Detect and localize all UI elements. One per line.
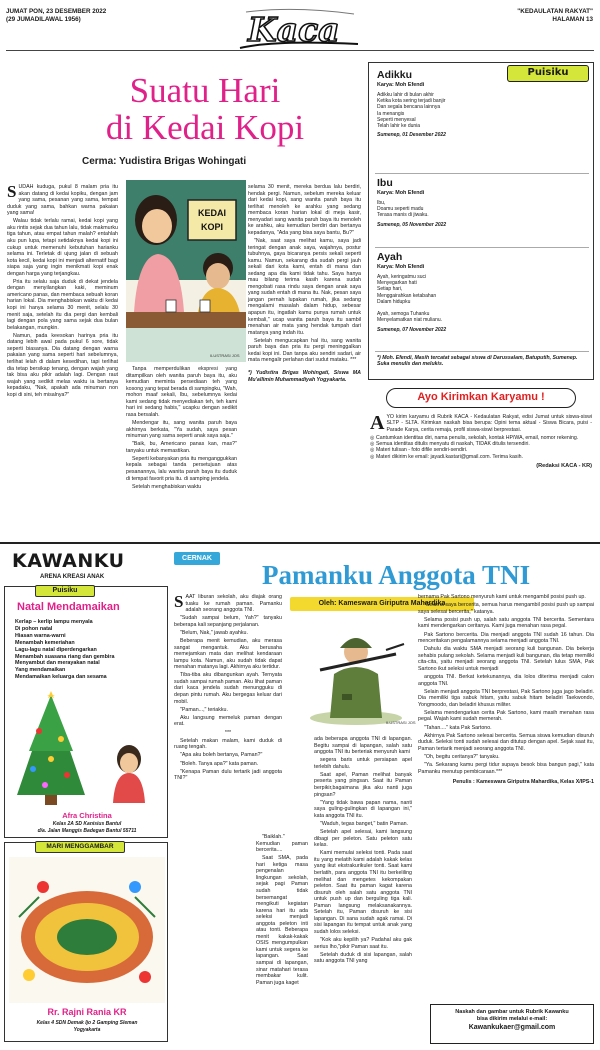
- kawanku-author-address: d/a. Jalan Manggis Badegan Bantul 55711: [37, 828, 137, 834]
- cernak-paragraph: "Yang tidak bawa papan nama, nanti saya guling-gulingkan di lapangan ini," kata anggota TNI itu.: [314, 799, 412, 819]
- cerpen-paragraph: Mendengar itu, sang wanita paruh baya akhirnya berkata, "Ya sudah, saya pesan minuman yang sama seperti anak saya saja.": [126, 419, 237, 440]
- poem-line: Ibu,: [377, 200, 386, 206]
- illus-sign: ILUSTRASI JOS: [210, 353, 240, 358]
- poem-line: Hiasan warna-warni: [15, 632, 66, 639]
- cernak-col1: SAAT liburan sekolah, aku diajak orang tuaku ke rumah paman. Pamanku adalah seorang anggota TNI. "Sudah sampai belum, Yah?" tanyaku beberapa kali sepanjang perjalanan. "Belum, Nak," jawab ayahku. Beberapa menit kemudian, aku merasa sangat mengantuk. Aku berusaha memejamkan mata dan melihat kendaraan lampu kota. Namun, aku sudah tidak dapat menahan matanya lagi. Akhirnya aku tertidur. Tiba-tiba aku dibangunkan ayah. Ternyata sudah sampai rumah paman. Aku lihat paman dari kaca jendela sudah menungguku di depan pintu rumah. Aku bergegas keluar dari mobil. "Paman...," teriakku. Aku langsung memeluk paman dengan erat. *** Setelah makan malam, kami duduk di ruang tengah. "Apa aku boleh bertanya, Paman?" "Boleh. Tanya apa?" kata paman. "Kenapa Paman dulu tertarik jadi anggota TNI?": [174, 592, 282, 782]
- kawanku-title: KAWANKU: [12, 550, 125, 572]
- cernak-paragraph: "Boleh. Tanya apa?" kata paman.: [180, 760, 259, 767]
- poem-line: Lagu-lagu natal diperdengarkan: [15, 646, 97, 653]
- kawanku-puisiku-badge: Puisiku: [35, 585, 95, 597]
- ayo-item: ◎ Semua identitas ditulis menyatu di naskah, TIDAK ditulis tersendiri.: [370, 441, 530, 448]
- cerpen-title-line2: di Kedai Kopi: [105, 108, 305, 147]
- poem-lines: [377, 274, 527, 324]
- cernak-paragraph: Aku langsung memeluk paman dengan erat.: [174, 714, 282, 728]
- poem-line: Di pohon natal: [15, 625, 53, 632]
- date-javanese: (29 JUMADILAWAL 1956): [6, 16, 81, 23]
- submit-line2: bisa dikirim melalui e-mail:: [476, 1016, 548, 1022]
- cernak-paragraph: "Baiklah." Kemudian paman bercerita....: [256, 834, 308, 854]
- cernak-paragraph: "Kok aku kepilih ya? Padahal aku gak serius lho,"pikir Paman saat itu.: [314, 937, 412, 950]
- cernak-paragraph: Akhirnya Pak Sartono selesai bercerita. Semua siswa kemudian disuruh duduk. Seleksi tonti sudah selesai dan ditutup dengan apel. Sejak saat itu, Paman tertarik menjadi seorang anggota TNI.: [418, 732, 594, 752]
- cerpen-paragraph: UDAH kuduga, pukul 8 malam pria itu akan datang di kedai kopiku, dengan jam yang sama, pesanan yang sama, tempat duduk yang sama, bahkan warna pakaian yang sama!: [7, 184, 118, 217]
- cernak-paragraph: Setelah apel selesai, kami langsung dibagi per peleton. Satu peleton satu kelas.: [314, 829, 412, 849]
- ayo-intro: YO kirim karyamu di Rubrik KACA - Kedaulatan Rakyat, edisi Jumat untuk siswa-siswi SLTP - SLTA. Kirimkan naskah bisa berupa: Opini tema aktual - Siswa Bicara, puisi - Parade Karya, cerita remaja, profil siswa-siswi berprestasi.: [386, 414, 592, 433]
- cernak-paragraph: "Tahan...." kata Pak Sartono.: [424, 724, 492, 731]
- poem-line: Dalam hidupku: [377, 298, 411, 305]
- cernak-paragraph: ***: [224, 729, 232, 736]
- child-drawing: [9, 857, 165, 1003]
- cernak-paragraph: "Waduh, tegas banget," batin Paman.: [320, 820, 409, 827]
- svg-text:KOPI: KOPI: [200, 222, 224, 232]
- cernak-paragraph: Saat apel, Paman melihat banyak peserta yang pingsan. Saat itu Paman berpikir,bagaimana jika aku nanti juga pingsan?: [314, 771, 412, 798]
- cernak-col2: [314, 736, 412, 966]
- cernak-byline: Oleh: Kameswara Giriputra Mahardika: [290, 597, 474, 611]
- cerpen-paragraph: "Baik, bu, Americano panas kan, mas?" tanyaku untuk memastikan.: [126, 441, 237, 454]
- cernak-paragraph: Tiba-tiba aku dibangunkan ayah. Ternyata sudah sampai rumah paman. Aku lihat paman dari kaca jendela sudah menungguku di depan pintu rumah. Aku bergegas keluar dari mobil.: [174, 672, 282, 705]
- cerpen-title-line1: Suatu Hari: [129, 71, 281, 110]
- kawanku-submit-box: [430, 1004, 594, 1044]
- issue-date: [6, 8, 106, 24]
- cernak-paragraph: Saat SMA, pada hari ketiga masa pengenalan lingkungan sekolah, sejak pagi Paman sudah tidak bersemangat mengikuti kegiatan karena hari itu ada seleksi menjadi anggota peleton inti atau tonti. Beberapa menit kakak-kakak OSIS mengumpulkan kami untuk segera ke lapangan. Saat sampai di lapangan, sinar matahari terasa membakar kulit. Paman juga kaget: [256, 855, 308, 986]
- cerpen-paragraph: Tanpa memperdulikan ekspresi yang ditampilkan oleh wanita paruh baya itu, aku kemudian meminta persediaan teh yang kosong yang tepat berada di sampingku, "Wah, mohon maaf sekali, Ibu, sebelumnya kedai kami sedang tidak menyediakan teh, teh kami hari ini sedang habis," ucapku dengan sedikit rasa bersalah.: [126, 366, 237, 418]
- cerpen-col3: [248, 184, 361, 385]
- poem-date: Sumenep, 01 Desember 2022: [377, 132, 446, 139]
- poem-line: Menambah suasana riang dan gembira: [15, 653, 115, 660]
- paper-name: "KEDAULATAN RAKYAT": [517, 8, 593, 15]
- drawing-author-school: Kelas 4 SDN Demak Ijo 2 Gamping Sleman: [36, 1020, 138, 1026]
- kaca-logo: [234, 4, 364, 54]
- submit-email[interactable]: Kawankukaer@gmail.com: [468, 1024, 556, 1031]
- cerpen-paragraph: Seperti kebanyakan pria itu menganggukkan kepala sebagai tanda persetujuan atas pesanannya, lalu wanita paruh baya itu duduk di tempat favorit pria itu. di samping jendela.: [126, 455, 237, 482]
- cerpen-paragraph: Pria itu selalu saja duduk di dekat jendela dengan menyilangkan kaki, meminum americano panas, dan membaca sebuah koran harian lokal. Dia menghabiskan waktu di kedai kopi ini hanya selama 30 menit, selalu 30 menit saja, setelah itu dia pergi dan kembali lagi dengan pola yang sama sejak dua bulan belakangan, mungkin.: [7, 278, 118, 331]
- mari-menggambar-badge: MARI MENGGAMBAR: [35, 841, 125, 853]
- cernak-illustration: [300, 614, 416, 726]
- cernak-paragraph: bernama Pak Sartono menyuruh kami untuk mengambil posisi push up.: [418, 594, 586, 600]
- cernak-paragraph: "Selama saya bercerita, semua harus mengambil posisi push up sampai saya selesai bercerita," katanya.: [418, 602, 594, 615]
- poem-line: Ketika kota sering terjadi banjir: [377, 98, 446, 105]
- poem-adikku: [377, 69, 517, 138]
- poem-date: Sumenep, 05 November 2022: [377, 221, 447, 228]
- poem-line: Menyegarkan hati: [377, 280, 417, 287]
- poem-title: Ayah: [377, 251, 403, 263]
- cernak-paragraph: "Apa aku boleh bertanya, Paman?": [180, 752, 263, 759]
- cernak-paragraph: Selain menjadi anggota TNI berprestasi, Pak Sartono juga jago beladiri. Dia memiliki tiga sabuk hitam, yaitu sabuk hitam beladiri Taekwondo, Yongmoodo, dan beladiri khusus militer.: [418, 688, 594, 708]
- cerpen-col1: SUDAH kuduga, pukul 8 malam pria itu akan datang di kedai kopiku, dengan jam yang sama, pesanan yang sama, tempat duduk yang sama, bahkan warna pakaian yang sama! Walau tidak terlalu ramai, kedai kopi yang aku rintis sejak dua tahun lalu, tidak makmurku tiga tahun, atau empat tahun malah? entahlah aku pun lupa, tetapi setidaknya kedai kopi ini cukup untuk memenuhi kebutuhan harianku selama ini. Terletak di ujung jalan di sebuah kota kecil, kedai kopi ini menjadi alternatif bagi siapa saja yang ingin menikmati kopi enak dengan harga yang terjangkau. Pria itu selalu saja duduk di dekat jendela dengan menyilangkan kaki, meminum americano panas, dan membaca sebuah koran harian lokal. Dia menghabiskan waktu di kedai kopi ini hanya selama 30 menit, selalu 30 menit saja, setelah itu dia pergi dan kembali lagi dengan pola yang sama sejak dua bulan belakangan, mungkin. Namun, pada keesokan harinya pria itu datang lebih awal pada pukul 6 sore, tidak seperti biasanya. Dia datang dengan warna pakaian yang sama seperti hari sebelumnya, terlihat lelah di dalam kesedihan, tapi terlihat dia tetap bersikap tenang, dengan wajah yang tak bisa aku pikir adalah lagi. Dengan raut wajah yang sedikit melas waktu ia bertanya kepadaku, "Nak, apakah ada minuman non kopi di sini, teh misalnya?": [7, 182, 118, 398]
- cernak-illus-sign: ILUSTRASI JOS: [386, 720, 416, 725]
- poem-line: Yang mendamaikan: [15, 667, 66, 674]
- cernak-title: Pamanku Anggota TNI: [262, 560, 531, 590]
- poem-line: Mendamaikan keluarga dan sesama: [15, 674, 107, 681]
- poem-title: Ibu: [377, 177, 393, 189]
- poem-ibu: [377, 177, 517, 228]
- cerpen-paragraph: Setelah menghabiskan waktu: [132, 483, 202, 490]
- date-gregorian: JUMAT PON, 23 DESEMBER 2022: [6, 8, 107, 15]
- ayo-body: AYO kirim karyamu di Rubrik KACA - Kedaulatan Rakyat, edisi Jumat untuk siswa-siswi SLTP - SLTA. Kirimkan naskah bisa berupa: Opini tema aktual - Siswa Bicara, puisi - Parade Karya, cerita remaja, profil siswa-siswi berprestasi. ◎ Cantumkan identitas diri, nama penulis, sekolah, kontak HP/WA, email, nomor rekening. ◎ Semua identitas ditulis menyatu di naskah, TIDAK ditulis tersendiri. ◎ Materi tulisan - foto difile sendiri-sendiri. ◎ Materi dikirim ke email: jayadi.kastari@gmail.com. Terima kasih. (Redaksi KACA - KR): [370, 412, 592, 470]
- kawanku-author-school: Kelas 2A SD Kanisius Bantul: [52, 821, 122, 827]
- ayo-list: [370, 435, 592, 460]
- cernak-paragraph: Selama mendengarkan cerita Pak Sartono, kami masih menahan rasa pegal. Wajah kami sudah memerah.: [418, 709, 594, 723]
- ayo-item: ◎ Cantumkan identitas diri, nama penulis, sekolah, kontak HP/WA, email, nomor rekening.: [370, 434, 579, 441]
- cerpen-byline: Cerma: Yudistira Brigas Wohingati: [82, 156, 247, 167]
- poem-line: Menambah kemeriahan: [15, 639, 75, 646]
- ayo-title: Ayo Kirimkan Karyamu !: [386, 388, 576, 408]
- svg-text:KEDAI: KEDAI: [197, 208, 227, 218]
- poem-line: Terasa manis di jiwaku.: [377, 212, 429, 219]
- cerpen-paragraph: Setelah mengucapkan hal itu, sang wanita paruh baya dan pria itu pergi meninggalkan kedai kopi ini. Dan tanpa aku sendiri sadari, air mata mengalir perlahan dari sudut mataku. ***: [248, 337, 361, 364]
- cernak-paragraph: Beberapa menit kemudian, aku merasa sangat mengantuk. Aku berusaha memejamkan mata dan melihat kendaraan lampu kota. Namun, aku sudah tidak dapat menahan matanya lagi. Akhirnya aku tertidur.: [174, 638, 282, 671]
- cerpen-paragraph: selama 30 menit, mereka berdua lalu berdiri, hendak pergi. Namun, sebelum mereka keluar dari kedai kopi, sang wanita paruh baya itu terlihat menoleh ke arahku yang sedang membaca koran harian lokal di meja kasir, menyadari sang wanita paruh baya itu menoleh ke arahku, aku kemudian berdiri dan bertanya kepadanya, "Ada yang bisa saya bantu, Bu?": [248, 184, 361, 236]
- cerpen-author-note: *) Yudistira Brigas Wohingati, Siswa MA Mu'allimin Muhammadiyah Yogyakarta.: [248, 369, 361, 383]
- drawing-author: Rr. Rajni Rania KR: [47, 1007, 127, 1017]
- submit-line1: Naskah dan gambar untuk Rubrik Kawanku: [455, 1009, 569, 1015]
- poem-ayah: [377, 251, 527, 333]
- cernak-paragraph: Setelah makan malam, kami duduk di ruang tengah.: [174, 737, 282, 751]
- poem-line: Seperti menyesal: [377, 116, 416, 123]
- cernak-col3: [418, 594, 594, 787]
- page-header: [0, 0, 600, 58]
- puisiku-footnote: *) Moh. Efendi, Masih tercatat sebagai siswa di Darussalam, Batuputih, Sumenep. Suka menulis dan melukis.: [377, 355, 578, 368]
- kaca-logo-text: Kaca: [248, 10, 340, 49]
- cernak-paragraph: "Paman...," teriakku.: [180, 706, 228, 713]
- poem-line: Telah lahir ke dunia: [377, 123, 421, 130]
- cerpen-paragraph: "Nak, saat saya melihat kamu, saya jadi teringat dengan anak saya, wajahnya, postur tubuhnya, gaya bicaranya persis sekali seperti kamu. Namun, sekarang dia sudah pergi jauh sekali dari kota kami, entah di mana dan sedang apa dia kami tidak tahu. Saya hanya mau bilang terima kasih karena sudah mengobati rasa rindu saya dengan anak saya yang sudah entah di mana itu. Nak, pesan saya jangan pernah lupakan rumah, jika sedang mengalami masalah dalam hidup, sebesar apapun itu, ingatlah kamu punya rumah untuk kembali," ucap wanita paruh baya itu sambil menahan air mata yang hendak tumpah dari matanya yang indah itu.: [248, 237, 361, 336]
- kawanku-puisi-box: [4, 586, 168, 838]
- cernak-paragraph: segera baris untuk persiapan apel terlebih dahulu.: [314, 757, 412, 770]
- cernak-paragraph: anggota TNI. Berkat ketekunannya, dia lolos diterima menjadi calon anggota TNI.: [418, 673, 594, 687]
- cernak-paragraph: "Ya. Sekarang kamu pergi tidur supaya besok bisa bangun pagi," kata Pamanku menutup pembicaraan.***: [418, 762, 594, 775]
- poem-line: Setiap hari,: [377, 286, 403, 293]
- poem-line: Menyelamatkan niat mulianu.: [377, 317, 443, 324]
- poem-title: Adikku: [377, 69, 413, 81]
- cernak-paragraph: ada beberapa anggota TNI di lapangan. Begitu sampai di lapangan, salah satu anggota TNI itu berteriak menyuruh kami: [314, 736, 412, 756]
- kawanku-poem-lines: [15, 619, 165, 681]
- cerpen-title: [70, 72, 340, 146]
- christmas-tree-illustration: [9, 691, 165, 807]
- cernak-badge: CERNAK: [174, 552, 220, 565]
- cernak-author: Penulis : Kameswara Giriputra Mahardika, Kelas X/IPS-1: [452, 779, 594, 786]
- poem-line: Ayah, keringatmu suci: [377, 274, 427, 280]
- page-number: HALAMAN 13: [552, 16, 593, 23]
- cernak-paragraph: "Oh, begitu ceritanya?" tanyaku.: [424, 753, 500, 760]
- cerpen-paragraph: Namun, pada keesokan harinya pria itu datang lebih awal pada pukul 6 sore, tidak seperti biasanya. Dia datang dengan warna pakaian yang sama seperti hari sebelumnya, terlihat lelah di dalam kesedihan, tapi terlihat dia tetap bersikap tenang, dengan wajah yang tak bisa aku pikir adalah lagi. Dengan raut wajah yang sedikit melas waktu ia bertanya kepadaku, "Nak, apakah ada minuman non kopi di sini, teh misalnya?": [7, 332, 118, 398]
- poem-lines: [377, 92, 517, 129]
- drawing-author-city: Yogyakarta: [73, 1027, 101, 1033]
- cerpen-col2: [126, 366, 237, 492]
- poem-author: Karya: Moh Efendi: [377, 190, 425, 196]
- ayo-item: ◎ Materi dikirim ke email: jayadi.kastari@gmail.com. Terima kasih.: [370, 453, 523, 460]
- cernak-paragraph: "Belum, Nak," jawab ayahku.: [180, 629, 248, 636]
- cernak-paragraph: "Kenapa Paman dulu tertarik jadi anggota TNI?": [174, 768, 282, 782]
- kawanku-poem-title: Natal Mendamaikan: [17, 601, 120, 613]
- poem-line: Doamu seperti madu: [377, 206, 424, 213]
- mari-menggambar-box: [4, 842, 168, 1042]
- poem-author: Karya: Moh Efendi: [377, 264, 425, 270]
- cernak-col1b: [256, 834, 308, 988]
- kawanku-column: [4, 548, 168, 1048]
- poem-line: Adikku lahir di bulan akhir: [377, 92, 434, 98]
- ayo-item: ◎ Materi tulisan - foto difile sendiri-sendiri.: [370, 447, 468, 454]
- cerpen-paragraph: Walau tidak terlalu ramai, kedai kopi yang aku rintis sejak dua tahun lalu, tidak makmurku tiga tahun, atau empat tahun malah? entahlah aku pun lupa, tetapi setidaknya kedai kopi ini cukup untuk memenuhi kebutuhan harianku selama ini. Terletak di ujung jalan di sebuah kota kecil, kedai kopi ini menjadi alternatif bagi siapa saja yang ingin menikmati kopi enak dengan harga yang terjangkau.: [7, 218, 118, 277]
- poem-author: Karya: Moh Efendi: [377, 82, 425, 88]
- poem-lines: [377, 200, 517, 219]
- puisiku-box: [368, 62, 594, 380]
- poem-line: Menyambut dan merayakan natal: [15, 660, 100, 667]
- kawanku-poem-author: Afra Christina: [62, 811, 112, 820]
- poem-line: Kerlap – kerlip lampu menyala: [15, 619, 93, 625]
- cernak-paragraph: "Sudah sampai belum, Yah?" tanyaku beberapa kali sepanjang perjalanan.: [174, 615, 282, 628]
- cernak-paragraph: Kami memulai seleksi tonti. Pada saat itu yang melatih kami adalah kakak kelas yang ikut ekstrakurikuler tonti. Saat kami berlatih, para anggota TNI itu berkeliling melihat dan mengetes kekompakan peleton. Saat itu paman kagat karena disuruh oleh salah satu anggota TNI untuk push up dan berguling tiga kali. Paman langsung melaksanakannya. Setelah itu, Paman disuruh ke sisi lapangan. Di sana sudah agak ramai. Di sisi lapangan itu tempat untuk anak yang sudah lolos seleksi.: [314, 850, 412, 935]
- poem-line: Dan segala bencana lainnya: [377, 104, 441, 111]
- ayo-sign: (Redaksi KACA - KR): [536, 463, 592, 470]
- kawanku-subtitle: ARENA KREASI ANAK: [40, 574, 105, 580]
- poem-line: Ia menangis: [377, 110, 405, 117]
- cernak-paragraph: Pak Sartono bercerita. Dia menjadi anggota TNI sudah 16 tahun. Dia menceritakan pengalamannya selama menjadi anggota TNI.: [418, 631, 594, 645]
- cernak-paragraph: Dahulu dia waktu SMA menjadi seorang kuli bangunan. Dia bekerja sehabis pulang sekolah. Selama menjadi kuli bangunan, dia tetap memiliki cita-cita, yaitu menjadi seorang anggota TNI. Setelah lulus SMA, Pak Sartono ikut seleksi untuk menjadi: [418, 646, 594, 672]
- cerpen-illustration: [126, 180, 246, 362]
- puisiku-badge: Puisiku: [507, 65, 589, 82]
- paper-info: [517, 8, 593, 24]
- cernak-paragraph: Selama posisi push up, salah satu anggota TNI bercerita. Sementara kami mendengarkan ceritanya. Kami juga menahan rasa pegal.: [418, 616, 594, 630]
- cernak-paragraph: Setelah duduk di sisi lapangan, salah satu anggota TNI yang: [314, 951, 412, 965]
- poem-line: Menggairahkan ketabahan: [377, 292, 437, 299]
- poem-date: Sumenep, 07 November 2022: [377, 326, 447, 333]
- poem-line: Ayah, semoga Tuhanku: [377, 311, 430, 318]
- ayo-box: [368, 388, 594, 538]
